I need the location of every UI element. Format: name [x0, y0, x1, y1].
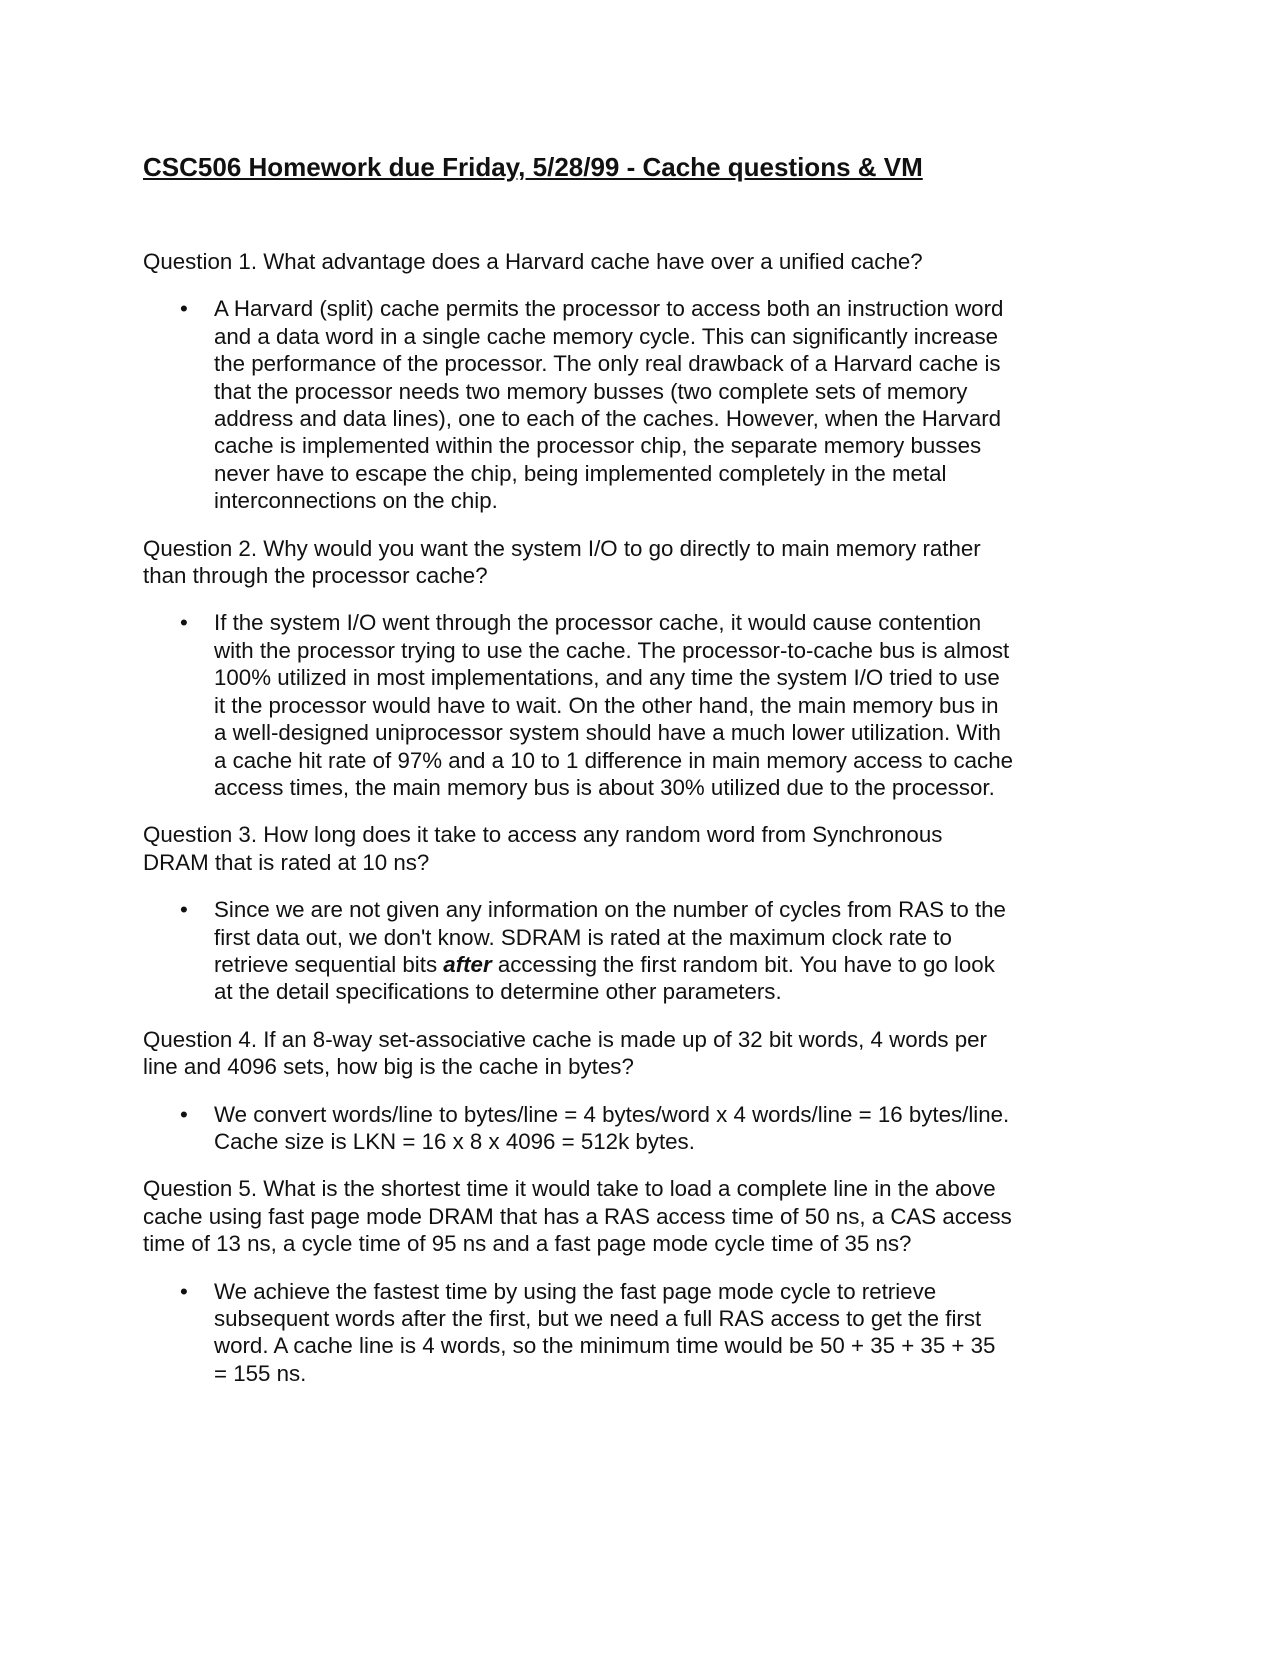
- answer-line: [214, 1305, 1143, 1332]
- answer-text: with the processor trying to use the cache. The processor-to-cache bus is almost: [214, 637, 1010, 663]
- question-line: DRAM that is rated at 10 ns?: [143, 849, 430, 875]
- question-line: Question 5. What is the shortest time it would take to load a complete line in the above: [143, 1176, 996, 1202]
- answer-line: [214, 1332, 1143, 1359]
- answer-text: never have to escape the chip, being implemented completely in the metal: [214, 460, 947, 486]
- document: [143, 150, 1143, 1407]
- answer-text: the performance of the processor. The only real drawback of a Harvard cache is: [214, 351, 1001, 377]
- answer-text: interconnections on the chip.: [214, 488, 498, 514]
- answer-line: [214, 692, 1143, 719]
- answer-text: Since we are not given any information on the number of cycles from RAS to the: [214, 897, 1006, 923]
- answer-line: [214, 1128, 1143, 1155]
- answer-line: [214, 460, 1143, 487]
- question-line: cache using fast page mode DRAM that has a RAS access time of 50 ns, a CAS access: [143, 1203, 1012, 1229]
- answer-text: access times, the main memory bus is about 30% utilized due to the processor.: [214, 774, 995, 800]
- answer-text: cache is implemented within the processor chip, the separate memory busses: [214, 433, 982, 459]
- answer-line: [214, 978, 1143, 1005]
- question-2: [143, 535, 1143, 590]
- answer-line: [214, 378, 1143, 405]
- answer-5: [143, 1278, 1143, 1388]
- answer-text: at the detail specifications to determine other parameters.: [214, 979, 782, 1005]
- answer-1: [143, 295, 1143, 514]
- answer-line: [214, 487, 1143, 514]
- question-4: [143, 1026, 1143, 1081]
- answer-line: [214, 637, 1143, 664]
- answer-text: and a data word in a single cache memory cycle. This can significantly increase: [214, 323, 999, 349]
- answer-line: [214, 1278, 1143, 1305]
- answer-text: first data out, we don't know. SDRAM is rated at the maximum clock rate to: [214, 924, 952, 950]
- question-line: Question 1. What advantage does a Harvard cache have over a unified cache?: [143, 249, 923, 274]
- document-title: CSC506 Homework due Friday, 5/28/99 - Cache questions & VM: [143, 152, 923, 182]
- answer-text: Cache size is LKN = 16 x 8 x 4096 = 512k bytes.: [214, 1128, 695, 1154]
- question-3: [143, 821, 1143, 876]
- answer-line: [214, 295, 1143, 322]
- answer-line: [214, 405, 1143, 432]
- answer-line: [214, 1101, 1143, 1128]
- answer-text: it the processor would have to wait. On the other hand, the main memory bus in: [214, 692, 999, 718]
- emphasized-text: after: [443, 951, 492, 977]
- answer-line: [214, 951, 1143, 978]
- answer-line: [214, 719, 1143, 746]
- answer-text: subsequent words after the first, but we need a full RAS access to get the first: [214, 1306, 982, 1331]
- answer-text: address and data lines), one to each of the caches. However, when the Harvard: [214, 406, 1002, 432]
- answer-text: word. A cache line is 4 words, so the minimum time would be 50 + 35 + 35 + 35: [214, 1333, 996, 1359]
- answer-3: [143, 896, 1143, 1006]
- answer-4: [143, 1101, 1143, 1156]
- answer-line: [214, 323, 1143, 350]
- answer-2: [143, 609, 1143, 801]
- question-5: [143, 1175, 1143, 1257]
- answer-text: retrieve sequential bits: [214, 951, 444, 977]
- answer-text: A Harvard (split) cache permits the processor to access both an instruction word: [214, 296, 1004, 322]
- question-line: Question 3. How long does it take to access any random word from Synchronous: [143, 822, 943, 848]
- answer-text: We achieve the fastest time by using the fast page mode cycle to retrieve: [214, 1278, 937, 1304]
- bullet-icon: •: [180, 296, 188, 322]
- answer-text: that the processor needs two memory busses (two complete sets of memory: [214, 378, 968, 404]
- bullet-icon: •: [180, 610, 188, 636]
- answer-line: [214, 350, 1143, 377]
- question-line: Question 4. If an 8-way set-associative cache is made up of 32 bit words, 4 words per: [143, 1026, 987, 1052]
- question-line: Question 2. Why would you want the system I/O to go directly to main memory rather: [143, 535, 981, 561]
- answer-line: [214, 924, 1143, 951]
- question-line: line and 4096 sets, how big is the cache in bytes?: [143, 1054, 634, 1080]
- bullet-icon: •: [180, 1101, 188, 1127]
- answer-text: 100% utilized in most implementations, and any time the system I/O tried to use: [214, 665, 1000, 691]
- question-line: time of 13 ns, a cycle time of 95 ns and a fast page mode cycle time of 35 ns?: [143, 1231, 912, 1257]
- answer-line: [214, 774, 1143, 801]
- answer-text: = 155 ns.: [214, 1360, 307, 1386]
- question-list: [143, 248, 1143, 1387]
- answer-line: [214, 664, 1143, 691]
- answer-line: [214, 896, 1143, 923]
- answer-line: [214, 1360, 1143, 1387]
- answer-text: accessing the first random bit. You have to go look: [491, 951, 995, 977]
- question-1: [143, 248, 1143, 275]
- question-line: than through the processor cache?: [143, 563, 488, 589]
- answer-line: [214, 609, 1143, 636]
- bullet-icon: •: [180, 1278, 188, 1304]
- answer-text: a cache hit rate of 97% and a 10 to 1 difference in main memory access to cache: [214, 747, 1014, 773]
- answer-text: If the system I/O went through the processor cache, it would cause contention: [214, 610, 982, 636]
- answer-line: [214, 432, 1143, 459]
- answer-text: a well-designed uniprocessor system should have a much lower utilization. With: [214, 720, 1001, 746]
- bullet-icon: •: [180, 897, 188, 923]
- answer-line: [214, 747, 1143, 774]
- answer-text: We convert words/line to bytes/line = 4 bytes/word x 4 words/line = 16 bytes/line.: [214, 1101, 1010, 1127]
